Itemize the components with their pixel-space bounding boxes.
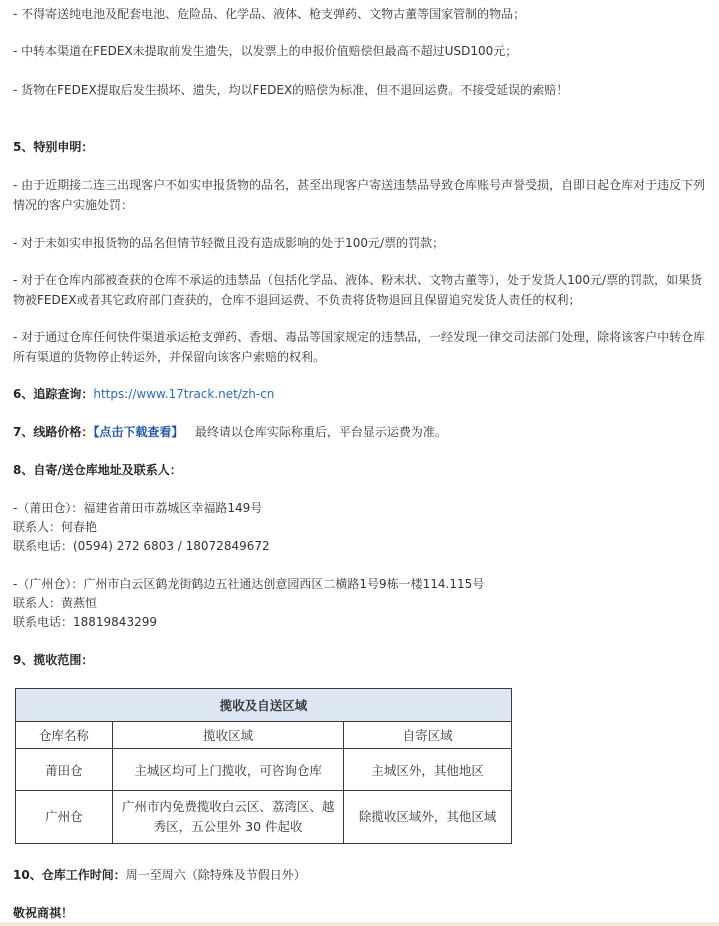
cell-self-send-area: 除揽收区域外，其他区域 [344,791,512,844]
section-10-hours [13,865,711,885]
cell-self-send-area: 主城区外，其他地区 [344,749,512,791]
section-5-item-3: - 对于在仓库内部被查获的仓库不承运的违禁品（包括化学品、液体、粉末状、文物古董等），处于发货人100元/票的罚款，如果货物被FEDEX或者其它政府部门查获的，仓库不退回运费、不负责将货物退回且保留追究发货人责任的权利； [13,273,703,307]
section-9-heading: 9、揽收范围： [13,653,94,667]
header-pickup-area: 揽收区域 [112,722,344,749]
section-5-item-1: - 由于近期接二连三出现客户不如实申报货物的品名，甚至出现客户寄送违禁品导致仓库账号声誉受损，自即日起仓库对于违反下列情况的客户实施处罚： [13,178,706,212]
section-5-item-4: - 对于通过仓库任何快件渠道承运枪支弹药、香烟、毒品等国家规定的违禁品，一经发现一律交司法部门处理，除将该客户中转仓库所有渠道的货物停止转运外，并保留向该客户索赔的权利。 [13,330,706,364]
putian-phone: 联系电话：(0594) 272 6803 / 18072849672 [13,539,270,553]
table-row [16,791,512,844]
cell-warehouse: 莆田仓 [16,749,113,791]
table-title: 揽收及自送区域 [16,689,512,722]
section-5-heading: 5、特别申明： [13,140,94,154]
cell-warehouse: 广州仓 [16,791,113,844]
section-5-item-2: - 对于未如实申报货物的品名但情节轻微且没有造成影响的处于100元/票的罚款； [13,236,445,250]
section-6-heading: 6、追踪查询： [13,387,94,401]
table-row [16,749,512,791]
guangzhou-contact: 联系人：黄燕恒 [13,596,98,610]
rule-loss-before-pickup: - 中转本渠道在FEDEX未提取前发生遗失，以发票上的申报价值赔偿但最高不超过USD100元； [13,44,518,58]
rule-loss-after-pickup: - 货物在FEDEX提取后发生损坏、遗失，均以FEDEX的赔偿为标准，但不退回运费。不接受延误的索赔！ [13,83,569,97]
cell-pickup-area: 广州市内免费揽收白云区、荔湾区、越秀区，五公里外 30 件起收 [112,791,344,844]
section-7-pricing [13,422,711,442]
footer-bar [0,922,719,926]
guangzhou-phone: 联系电话：18819843299 [13,615,157,629]
section-7-heading: 7、线路价格： [13,425,94,439]
header-warehouse: 仓库名称 [16,722,113,749]
putian-contact: 联系人：何春艳 [13,520,98,534]
download-price-link[interactable]: 【点击下载查看】 [93,425,184,439]
pricing-note: 最终请以仓库实际称重后，平台显示运费为准。 [194,425,447,439]
putian-address: -（莆田仓）：福建省莆田市荔城区幸福路149号 [13,501,263,515]
cell-pickup-area: 主城区均可上门揽收，可咨询仓库 [112,749,344,791]
guangzhou-address: -（广州仓）：广州市白云区鹤龙街鹤边五社通达创意园西区二横路1号9栋一楼114.115号 [13,577,485,591]
header-self-send-area: 自寄区域 [344,722,512,749]
section-10-heading: 10、仓库工作时间： [13,868,126,882]
tracking-link[interactable]: https://www.17track.net/zh-cn [93,387,275,401]
pickup-range-table [15,688,512,844]
rule-prohibited-items: - 不得寄送纯电池及配套电池、危险品、化学品、液体、枪支弹药、文物古董等国家管制的物品； [13,7,526,21]
section-6-tracking [13,384,711,404]
working-hours-text: 周一至周六（除特殊及节假日外） [125,868,306,882]
section-8-heading: 8、自寄/送仓库地址及联系人： [13,463,182,477]
closing-greeting: 敬祝商祺！ [13,906,74,920]
